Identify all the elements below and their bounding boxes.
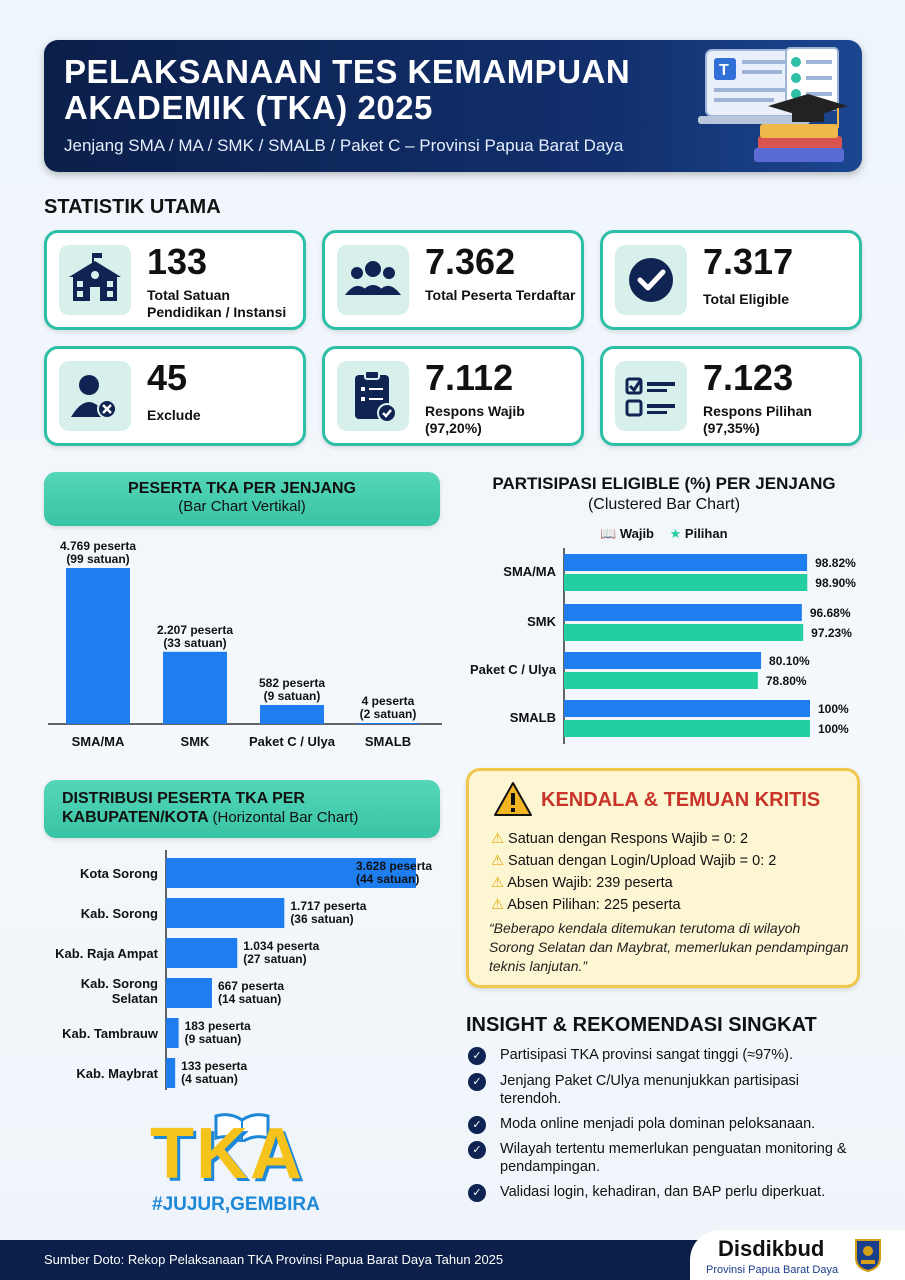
data-label: 1.034 peserta (27 satuan) xyxy=(243,939,320,966)
data-label: 667 peserta (14 satuan) xyxy=(217,979,285,1006)
tick-label: Kab. Maybrat xyxy=(76,1066,158,1081)
tka-logo-text: TKA xyxy=(150,1114,304,1194)
data-label: 98.82% xyxy=(815,556,856,570)
warning-icon: ⚠ xyxy=(491,853,504,869)
source-text: Sumber Doto: Rekop Pelaksanaan TKA Provinsi Papua Barat Daya Tahun 2025 xyxy=(44,1252,504,1267)
bar-SMA/MA xyxy=(66,568,130,724)
stat-card-satuan xyxy=(44,230,306,330)
legend-wajib: Wajib xyxy=(619,526,654,541)
bar-Paket C / Ulya xyxy=(260,705,324,724)
stat-value: 7.112 xyxy=(425,357,514,398)
kendala-item: ⚠ Satuan dengan Respons Wajib = 0: 2 xyxy=(491,831,749,847)
tick-label: Kab. Sorong Selatan xyxy=(80,976,158,1006)
check-icon: ✓ xyxy=(468,1184,486,1202)
checklist-icon xyxy=(615,361,687,431)
stat-value: 7.317 xyxy=(703,241,794,282)
data-label: 78.80% xyxy=(765,674,807,688)
check-icon: ✓ xyxy=(468,1116,486,1134)
stat-label: Total Peserta Terdaftar xyxy=(425,287,576,303)
bar-Wajib-SMALB xyxy=(564,700,810,717)
stat-card-respons-wajib xyxy=(322,346,584,446)
stat-card-exclude xyxy=(44,346,306,446)
data-label: 4 peserta (2 satuan) xyxy=(359,694,417,721)
bar-Kab. Tambrauw xyxy=(166,1018,179,1048)
tick-label: Kab. Sorong xyxy=(80,906,158,921)
check-icon: ✓ xyxy=(468,1073,486,1091)
warning-icon: ⚠ xyxy=(491,897,504,913)
chart1-title: PESERTA TKA PER JENJANG xyxy=(128,480,356,497)
data-label: 100% xyxy=(818,702,849,716)
bar-SMK xyxy=(163,652,227,724)
data-label: 80.10% xyxy=(769,654,810,668)
svg-text:T: T xyxy=(719,62,729,79)
tka-tagline: #JUJUR,GEMBIRA xyxy=(152,1194,320,1215)
chart2-subtitle: (Clustered Bar Chart) xyxy=(587,496,741,513)
check-icon: ✓ xyxy=(468,1141,486,1159)
brand-name: Disdikbud xyxy=(718,1236,825,1261)
chart-distribusi-kabupaten xyxy=(40,850,460,1090)
tick-label: SMALB xyxy=(364,734,412,749)
brand-subtitle: Provinsi Papua Barat Daya xyxy=(706,1264,839,1276)
page-title: PELAKSANAAN TES KEMAMPUAN AKADEMIK (TKA) 2025 xyxy=(64,53,631,126)
stat-label: Total Satuan Pendidikan / Instansi xyxy=(147,287,287,320)
bar-Kab. Maybrat xyxy=(166,1058,175,1088)
tick-label: SMALB xyxy=(509,710,556,725)
data-label: 96.68% xyxy=(809,606,851,620)
data-label: 4.769 peserta (99 satuan) xyxy=(59,539,137,566)
tick-label: Kab. Tambrauw xyxy=(62,1026,158,1041)
insight-item: ✓ Partisipasi TKA provinsi sangat tinggi (≈97%). xyxy=(468,1046,858,1064)
chart3-title: DISTRIBUSI PESERTA TKA PER KABUPATEN/KOTA (Horizontal Bar Chart) xyxy=(62,790,359,826)
tick-label: SMK xyxy=(527,614,556,629)
stat-value: 133 xyxy=(147,241,208,282)
data-label: 582 peserta (9 satuan) xyxy=(258,675,326,703)
tick-label: Paket C / Ulya xyxy=(470,662,556,677)
bar-Kab. Sorong xyxy=(166,898,284,928)
kendala-panel xyxy=(466,768,860,988)
data-label: 97.23% xyxy=(811,626,852,640)
user-x-icon xyxy=(59,361,131,431)
school-icon xyxy=(59,245,131,315)
kendala-item: ⚠ Satuan dengan Login/Upload Wajib = 0: 2 xyxy=(491,853,777,869)
insight-item: ✓ Moda online menjadi pola dominan peloksanaan. xyxy=(468,1115,858,1133)
bar-Kab. Sorong Selatan xyxy=(166,978,212,1008)
tka-logo xyxy=(150,1112,360,1222)
brand-badge xyxy=(690,1230,905,1280)
stat-value: 7.362 xyxy=(425,241,516,282)
stat-label: Total Eligible xyxy=(703,291,790,307)
stat-card-eligible xyxy=(600,230,862,330)
stats-section-title: STATISTIK UTAMA xyxy=(44,196,221,218)
stat-label: Respons Pilihan (97,35%) xyxy=(703,403,812,436)
bar-Pilihan-SMALB xyxy=(564,720,810,737)
warning-icon: ⚠ xyxy=(491,831,504,847)
chart3-header xyxy=(44,780,440,838)
insight-item: ✓ Wilayah tertentu memerlukan penguatan monitoring & pendampingan. xyxy=(468,1140,858,1176)
header-banner xyxy=(44,40,862,172)
clipboard-check-icon xyxy=(337,361,409,431)
warning-icon: ⚠ xyxy=(491,875,504,891)
legend-pilihan: Pilihan xyxy=(684,526,728,541)
bar-Pilihan-SMK xyxy=(564,624,803,641)
chart1-subtitle: (Bar Chart Vertikal) xyxy=(178,498,306,515)
tick-label: SMA/MA xyxy=(503,564,556,579)
insight-item: ✓ Jenjang Paket C/Ulya menunjukkan partisipasi terendoh. xyxy=(468,1072,858,1108)
stat-value: 45 xyxy=(147,357,188,398)
page-subtitle: Jenjang SMA / MA / SMK / SMALB / Paket C – Provinsi Papua Barat Daya xyxy=(64,136,624,155)
laptop-books-illustration-icon xyxy=(698,44,848,168)
bar-Wajib-SMK xyxy=(564,604,802,621)
chart-peserta-per-jenjang xyxy=(40,530,450,760)
chart1-header xyxy=(44,472,440,526)
kendala-item: ⚠ Absen Pilihan: 225 peserta xyxy=(491,897,681,913)
data-label: 3.628 peserta (44 satuan) xyxy=(356,859,433,886)
data-label: 1.717 peserta (36 satuan) xyxy=(290,899,367,926)
data-label: 98.90% xyxy=(815,576,856,590)
bar-Kab. Raja Ampat xyxy=(166,938,237,968)
tick-label: Kota Sorong xyxy=(80,866,158,881)
chart-partisipasi-eligible xyxy=(462,548,872,748)
data-label: 2.207 peserta (33 satuan) xyxy=(156,622,234,650)
data-label: 133 peserta (4 satuan) xyxy=(181,1059,248,1086)
tick-label: SMA/MA xyxy=(71,734,125,749)
insight-item: ✓ Validasi login, kehadiran, dan BAP perlu diperkuat. xyxy=(468,1183,858,1201)
bar-Pilihan-Paket C / Ulya xyxy=(564,672,758,689)
check-icon: ✓ xyxy=(468,1047,486,1065)
insight-title: INSIGHT & REKOMENDASI SINGKAT xyxy=(466,1014,817,1036)
stat-value: 7.123 xyxy=(703,357,794,398)
stat-label: Exclude xyxy=(147,407,201,423)
book-icon: 📖 xyxy=(600,526,617,541)
check-circle-icon xyxy=(615,245,687,315)
bar-Wajib-SMA/MA xyxy=(564,554,807,571)
data-label: 183 peserta (9 satuan) xyxy=(184,1019,251,1046)
chart2-legend xyxy=(600,526,728,542)
chart2-title: PARTISIPASI ELIGIBLE (%) PER JENJANG xyxy=(492,474,836,493)
tick-label: Paket C / Ulya xyxy=(249,734,335,749)
bar-SMALB xyxy=(356,723,420,724)
tick-label: Kab. Raja Ampat xyxy=(55,946,158,961)
province-emblem-icon xyxy=(854,1238,882,1272)
data-label: 100% xyxy=(818,722,849,736)
bar-Pilihan-SMA/MA xyxy=(564,574,807,591)
warning-icon xyxy=(493,781,533,817)
stat-card-respons-pilihan xyxy=(600,346,862,446)
stat-label: Respons Wajib (97,20%) xyxy=(425,403,525,436)
people-icon xyxy=(337,245,409,315)
chart2-header xyxy=(466,474,862,514)
kendala-title: KENDALA & TEMUAN KRITIS xyxy=(541,789,821,811)
stat-card-peserta xyxy=(322,230,584,330)
tick-label: SMK xyxy=(180,734,210,749)
bar-Wajib-Paket C / Ulya xyxy=(564,652,761,669)
kendala-quote: “Beberapo kendala ditemukan terutoma di wilayoh Sorong Selatan dan Maybrat, memerlukan pendampingan teknis lanjutan.” xyxy=(489,920,849,974)
star-icon: ★ xyxy=(669,526,682,541)
kendala-item: ⚠ Absen Wajib: 239 peserta xyxy=(491,875,673,891)
